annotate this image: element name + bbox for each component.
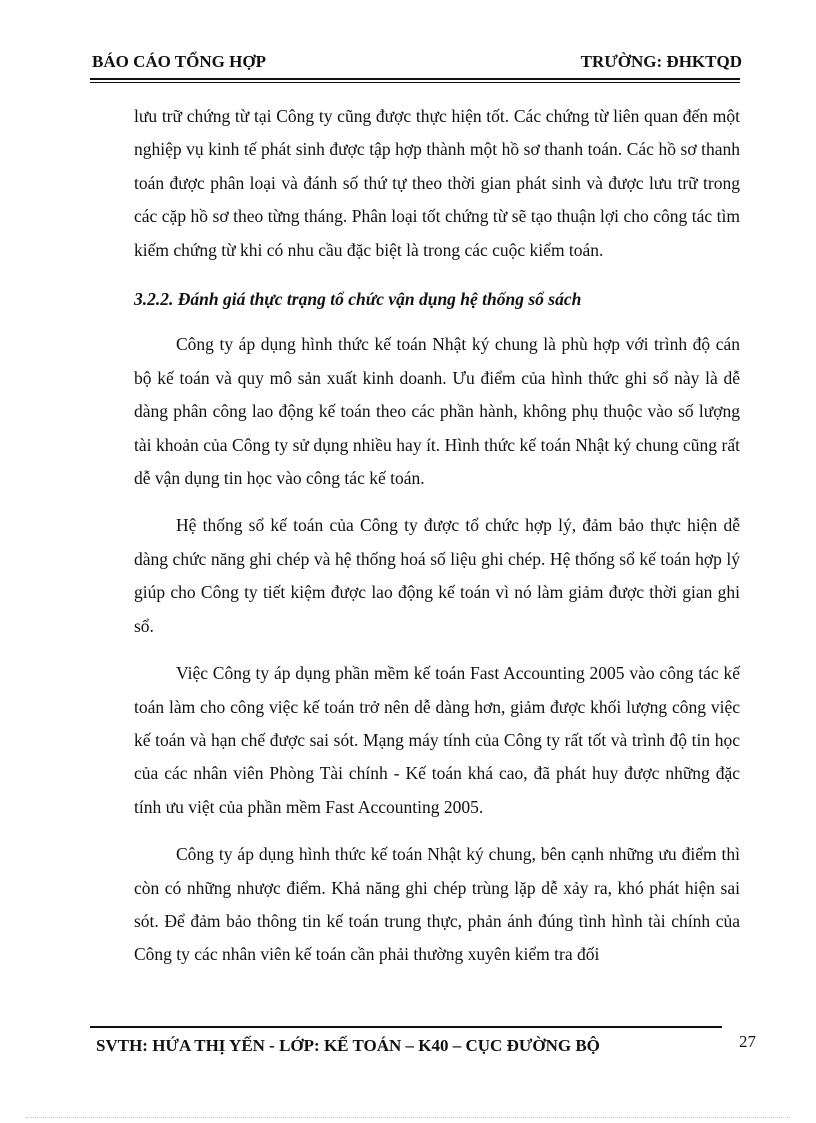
paragraph-4: Việc Công ty áp dụng phần mềm kế toán Fast Accounting 2005 vào công tác kế toán làm cho công việc kế toán trở nên dễ dàng hơn, giảm được khối lượng công việc kế toán và hạn chế được sai sót. Mạng máy tính của Công ty rất tốt và trình độ tin học của các nhân viên Phòng Tài chính - Kế toán khá cao, đã phát huy được những đặc tính ưu việt của phần mềm Fast Accounting 2005. bbox=[134, 663, 740, 817]
header-school: TRƯỜNG: ĐHKTQD bbox=[580, 52, 742, 71]
paragraph-2: Công ty áp dụng hình thức kế toán Nhật ký chung là phù hợp với trình độ cán bộ kế toán và quy mô sản xuất kinh doanh. Ưu điểm của hình thức ghi sổ này là dễ dàng phân công lao động kế toán theo các phần hành, không phụ thuộc vào số lượng tài khoản của Công ty sử dụng nhiều hay ít. Hình thức kế toán Nhật ký chung cũng rất dễ vận dụng tin học vào công tác kế toán. bbox=[134, 334, 740, 489]
page-footer bbox=[96, 1032, 756, 1066]
paragraph-3: Hệ thống sổ kế toán của Công ty được tổ chức hợp lý, đảm bảo thực hiện dễ dàng chức năng ghi chép và hệ thống hoá số liệu ghi chép. Hệ thống sổ kế toán hợp lý giúp cho Công ty tiết kiệm được lao động kế toán vì nó làm giảm được thời gian ghi sổ. bbox=[134, 515, 740, 636]
page-body bbox=[134, 100, 740, 972]
page-header bbox=[92, 50, 742, 80]
page-number: 27 bbox=[739, 1032, 756, 1051]
footer-rule bbox=[90, 1026, 722, 1028]
header-rule-thin bbox=[90, 82, 740, 83]
footer-student-info: SVTH: HỨA THỊ YẾN - LỚP: KẾ TOÁN – K40 – CỤC ĐƯỜNG BỘ bbox=[96, 1036, 600, 1055]
page-edge-divider bbox=[26, 1117, 790, 1118]
paragraph-5: Công ty áp dụng hình thức kế toán Nhật ký chung, bên cạnh những ưu điểm thì còn có những nhược điểm. Khả năng ghi chép trùng lặp dễ xảy ra, khó phát hiện sai sót. Để đảm bảo thông tin kế toán trung thực, phản ánh đúng tình hình tài chính của Công ty các nhân viên kế toán cần phải thường xuyên kiểm tra đối bbox=[134, 844, 740, 965]
header-rule bbox=[90, 78, 740, 80]
header-report-title: BÁO CÁO TỔNG HỢP bbox=[92, 52, 266, 71]
section-heading: 3.2.2. Đánh giá thực trạng tổ chức vận dụng hệ thống sổ sách bbox=[134, 289, 582, 310]
paragraph-1: lưu trữ chứng từ tại Công ty cũng được thực hiện tốt. Các chứng từ liên quan đến một nghiệp vụ kinh tế phát sinh được tập hợp thành một hồ sơ thanh toán. Các hồ sơ thanh toán được phân loại và đánh số thứ tự theo thời gian phát sinh và được lưu trữ trong các cặp hồ sơ theo từng tháng. Phân loại tốt chứng từ sẽ tạo thuận lợi cho công tác tìm kiếm chứng từ khi có nhu cầu đặc biệt là trong các cuộc kiểm toán. bbox=[134, 106, 740, 260]
